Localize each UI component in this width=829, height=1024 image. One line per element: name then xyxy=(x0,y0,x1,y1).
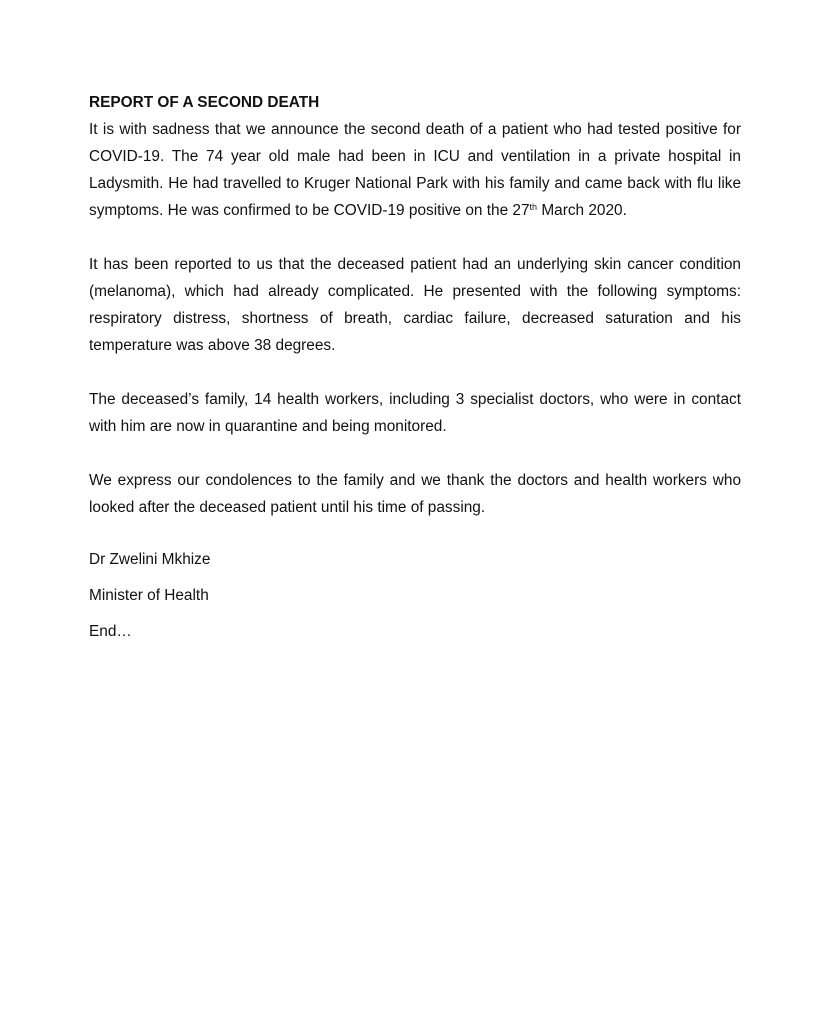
press-release-document xyxy=(89,90,741,656)
paragraph-condolences: We express our condolences to the family and we thank the doctors and health workers who looked after the deceased patient until his time of passing. xyxy=(89,472,741,516)
document-title: REPORT OF A SECOND DEATH xyxy=(89,94,320,111)
signatory-name: Dr Zwelini Mkhize xyxy=(89,551,211,568)
end-marker: End… xyxy=(89,623,132,640)
signatory-title: Minister of Health xyxy=(89,587,209,604)
paragraph-condition: It has been reported to us that the deceased patient had an underlying skin cancer condition (melanoma), which had already complicated. He presented with the following symptoms: respiratory distress, shortness of breath, cardiac failure, decreased saturation and his temperature was above 38 degrees. xyxy=(89,256,741,354)
date-rest: March 2020. xyxy=(537,202,627,219)
paragraph-quarantine: The deceased’s family, 14 health workers, including 3 specialist doctors, who were in contact with him are now in quarantine and being monitored. xyxy=(89,391,741,435)
date-ordinal-suffix: th xyxy=(529,202,538,212)
paragraph-announcement-text: It is with sadness that we announce the second death of a patient who had tested positive for COVID-19. The 74 year old male had been in ICU and ventilation in a private hospital in Ladysmith. He had travelled to Kruger National Park with his family and came back with flu like symptoms. He was confirmed to be COVID-19 positive on the 27 xyxy=(89,121,741,219)
paragraph-announcement xyxy=(89,116,741,224)
